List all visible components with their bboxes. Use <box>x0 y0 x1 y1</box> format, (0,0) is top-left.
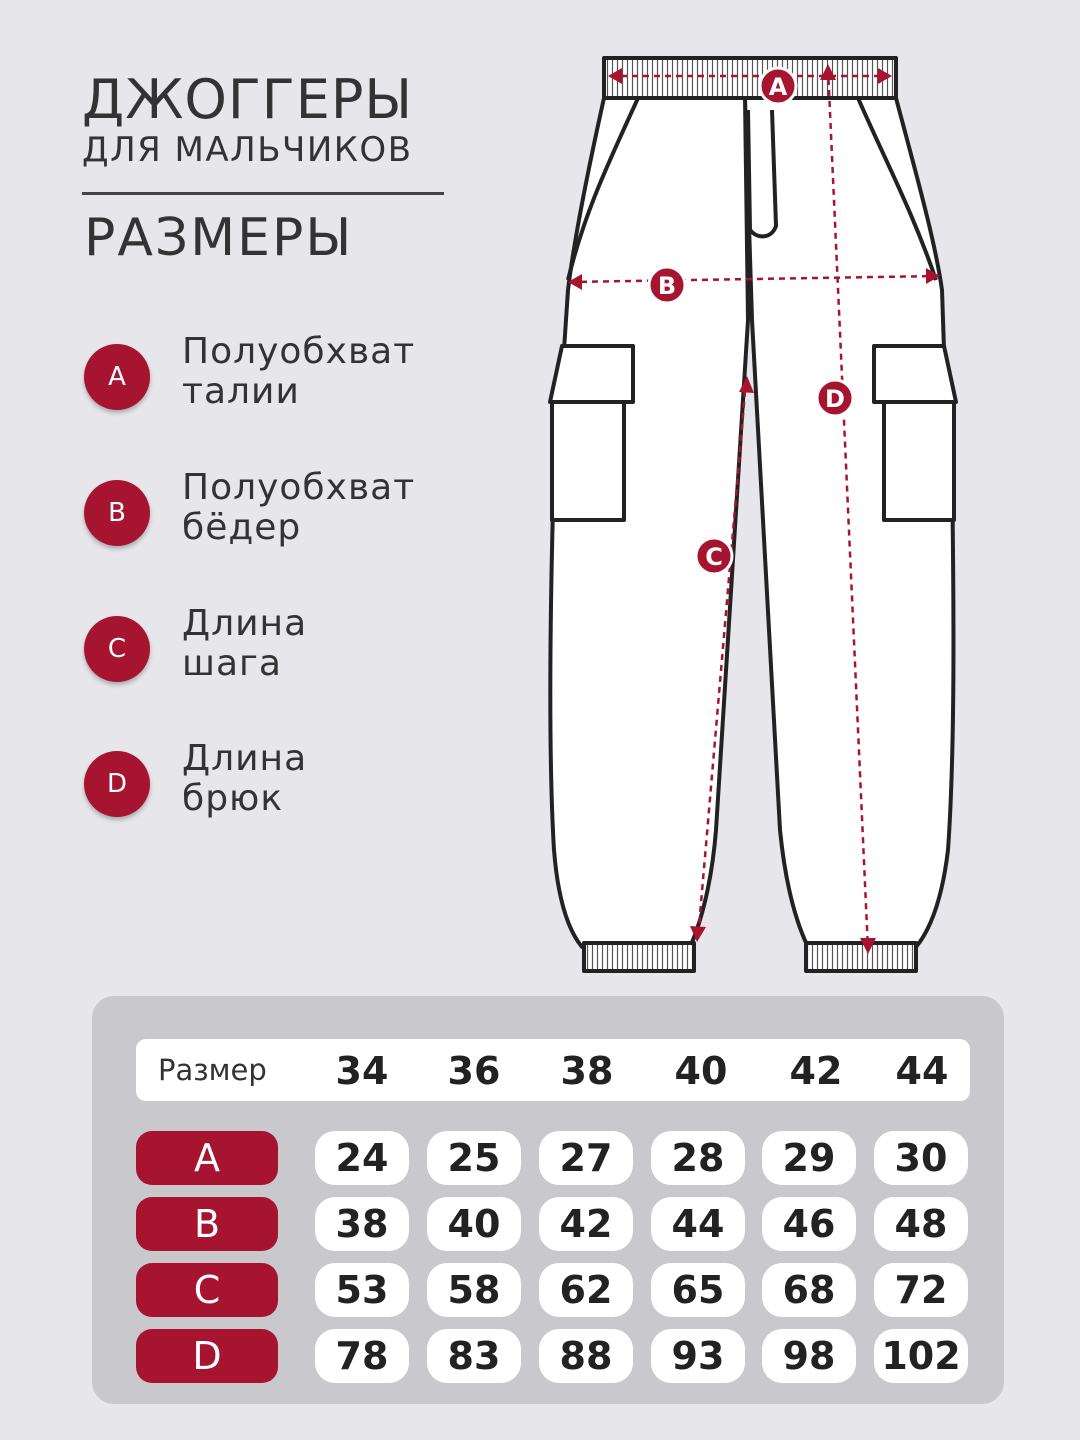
table-cell: 93 <box>651 1329 745 1383</box>
table-cell: 65 <box>651 1263 745 1317</box>
legend-badge-a: A <box>84 344 150 410</box>
legend-label-a-line1: Полуобхват <box>182 331 416 372</box>
legend-item-b <box>84 467 464 550</box>
size-value-40: 40 <box>674 1049 728 1093</box>
right-cuff <box>806 943 916 971</box>
legend-label-a-line2: талии <box>182 371 300 412</box>
table-cell: 72 <box>874 1263 968 1317</box>
size-value-38: 38 <box>560 1049 614 1093</box>
legend-badge-c: C <box>84 616 150 682</box>
table-cell: 42 <box>539 1197 633 1251</box>
row-label-b: B <box>136 1197 278 1251</box>
title-divider <box>82 192 444 195</box>
legend-item-d <box>84 738 464 821</box>
left-cargo-pocket <box>552 402 624 520</box>
table-cell: 46 <box>762 1197 856 1251</box>
legend-label-c <box>182 604 307 684</box>
marker-b-letter: B <box>657 272 677 300</box>
waistband <box>604 58 896 98</box>
table-cell: 62 <box>539 1263 633 1317</box>
legend-badge-b: B <box>84 480 150 546</box>
table-cell: 102 <box>874 1329 968 1383</box>
table-cell: 98 <box>762 1329 856 1383</box>
size-value-34: 34 <box>335 1049 389 1093</box>
size-value-44: 44 <box>895 1049 949 1093</box>
table-cell: 58 <box>427 1263 521 1317</box>
table-cell: 44 <box>651 1197 745 1251</box>
table-cell: 28 <box>651 1131 745 1185</box>
table-cell: 27 <box>539 1131 633 1185</box>
row-label-d: D <box>136 1329 278 1383</box>
right-cargo-flap <box>874 346 956 402</box>
legend-label-b-line2: бёдер <box>182 507 302 548</box>
legend-label-c-line1: Длина <box>182 603 308 644</box>
legend-label-b-line1: Полуобхват <box>182 467 416 508</box>
marker-c-letter: C <box>705 543 723 571</box>
size-value-36: 36 <box>447 1049 501 1093</box>
table-cell: 40 <box>427 1197 521 1251</box>
marker-a-letter: A <box>768 73 788 101</box>
legend-badge-d: D <box>84 751 150 817</box>
table-cell: 29 <box>762 1131 856 1185</box>
table-cell: 68 <box>762 1263 856 1317</box>
legend-label-d-line2: брюк <box>182 778 284 819</box>
table-cell: 83 <box>427 1329 521 1383</box>
table-cell: 24 <box>315 1131 409 1185</box>
table-cell: 78 <box>315 1329 409 1383</box>
page-title: ДЖОГГЕРЫ <box>82 68 414 131</box>
left-cuff <box>584 943 694 971</box>
legend-item-a <box>84 331 464 414</box>
left-cargo-flap <box>550 346 633 402</box>
right-cargo-pocket <box>884 402 954 520</box>
table-cell: 53 <box>315 1263 409 1317</box>
table-cell: 38 <box>315 1197 409 1251</box>
table-cell: 25 <box>427 1131 521 1185</box>
page-subtitle: ДЛЯ МАЛЬЧИКОВ <box>82 130 413 170</box>
row-label-a: A <box>136 1131 278 1185</box>
legend-label-c-line2: шага <box>182 643 282 684</box>
legend-label-d-line1: Длина <box>182 738 308 779</box>
marker-d-letter: D <box>825 385 845 413</box>
table-cell: 88 <box>539 1329 633 1383</box>
legend-label-b <box>182 468 415 548</box>
row-label-c: C <box>136 1263 278 1317</box>
table-cell: 48 <box>874 1197 968 1251</box>
legend-label-d <box>182 739 307 819</box>
section-title: РАЗМЕРЫ <box>84 208 354 268</box>
legend-item-c <box>84 603 464 686</box>
size-header-label: Размер <box>158 1053 267 1087</box>
legend-label-a <box>182 332 415 412</box>
size-value-42: 42 <box>789 1049 843 1093</box>
table-cell: 30 <box>874 1131 968 1185</box>
pants-diagram <box>540 50 980 990</box>
